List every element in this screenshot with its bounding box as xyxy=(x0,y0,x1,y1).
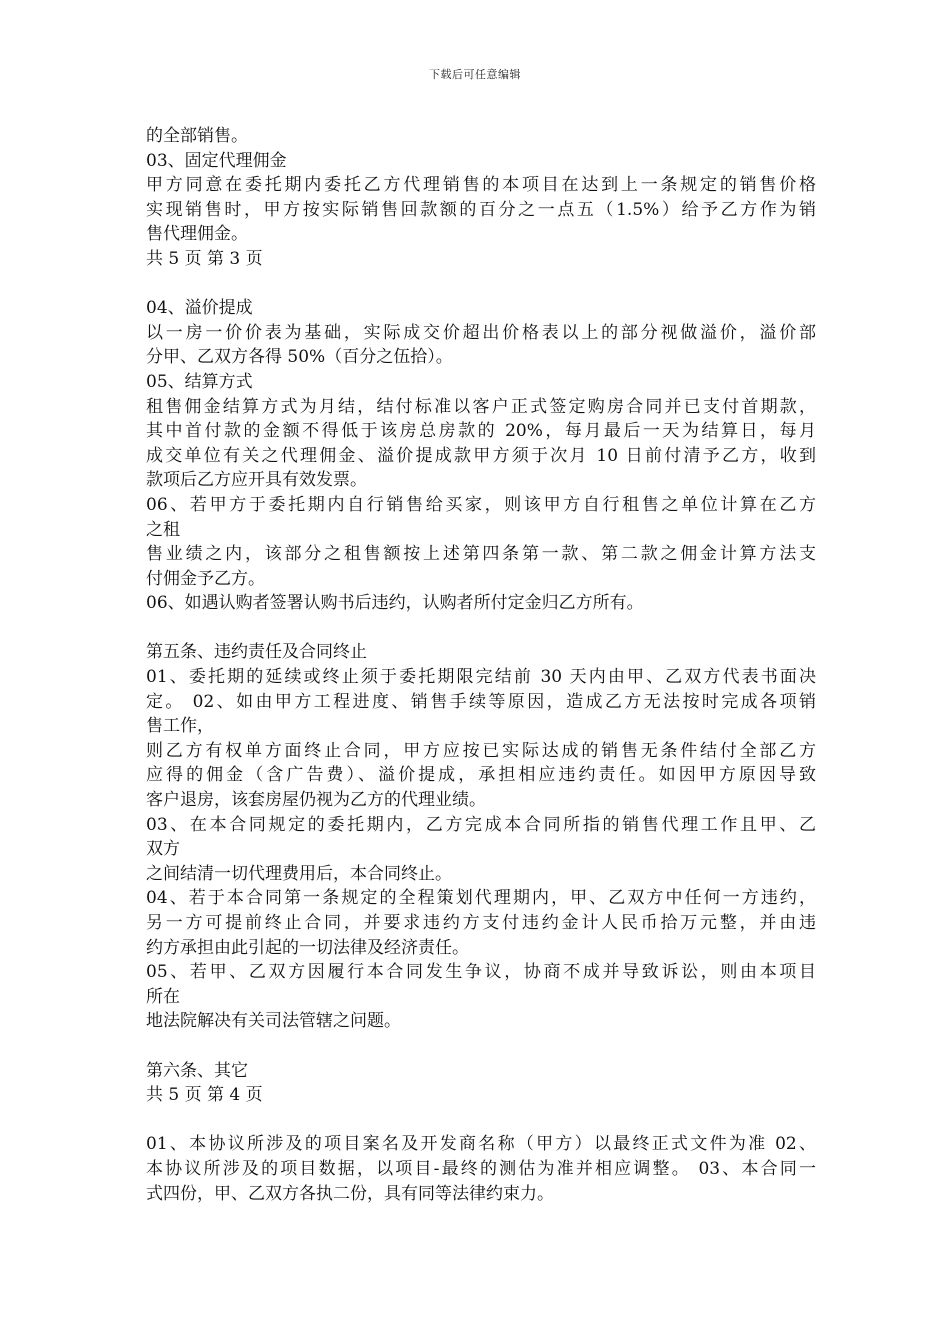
blank-line xyxy=(146,616,816,641)
text-line: 04、溢价提成 xyxy=(146,298,253,319)
text-line: 的全部销售。 xyxy=(146,126,248,146)
text-line: 分甲、乙双方各得 50%（百分之伍拾）。 xyxy=(146,347,453,368)
text-line: 应得的佣金（含广告费）、溢价提成，承担相应违约责任。如因甲方原因导致 xyxy=(146,765,816,786)
text-line: 05、结算方式 xyxy=(146,371,253,392)
text-line: 成交单位有关之代理佣金、溢价提成款甲方须于次月 10 日前付清予乙方，收到 xyxy=(146,445,816,466)
text-line: 以一房一价价表为基础，实际成交价超出价格表以上的部分视做溢价，溢价部 xyxy=(146,322,816,343)
text-line: 双方 xyxy=(146,839,180,860)
text-line: 款项后乙方应开具有效发票。 xyxy=(146,470,367,491)
text-line: 共 5 页 第 3 页 xyxy=(146,248,263,269)
text-line: 之租 xyxy=(146,519,180,540)
text-line: 约方承担由此引起的一切法律及经济责任。 xyxy=(146,937,469,958)
text-line: 共 5 页 第 4 页 xyxy=(146,1085,263,1106)
text-line: 租售佣金结算方式为月结，结付标准以客户正式签定购房合同并已支付首期款， xyxy=(146,396,816,417)
document-body xyxy=(146,124,816,1206)
text-line: 所在 xyxy=(146,986,180,1007)
page-header: 下载后可任意编辑 xyxy=(429,68,521,81)
text-line: 01、本协议所涉及的项目案名及开发商名称（甲方）以最终正式文件为准 02、 xyxy=(146,1134,816,1155)
text-line: 03、固定代理佣金 xyxy=(146,150,287,171)
text-line: 实现销售时，甲方按实际销售回款额的百分之一点五（1.5%）给予乙方作为销 xyxy=(146,199,816,220)
text-line: 本协议所涉及的项目数据，以项目-最终的测估为准并相应调整。 03、本合同一 xyxy=(146,1158,816,1179)
text-line: 04、若于本合同第一条规定的全程策划代理期内，甲、乙双方中任何一方违约， xyxy=(146,888,816,909)
text-line: 则乙方有权单方面终止合同，甲方应按已实际达成的销售无条件结付全部乙方 xyxy=(146,740,816,761)
text-line: 第五条、违约责任及合同终止 xyxy=(146,642,367,663)
text-line: 式四份，甲、乙双方各执二份，具有同等法律约束力。 xyxy=(146,1183,554,1204)
text-line: 付佣金予乙方。 xyxy=(146,568,265,589)
text-line: 甲方同意在委托期内委托乙方代理销售的本项目在达到上一条规定的销售价格 xyxy=(146,175,816,196)
text-line: 06、若甲方于委托期内自行销售给买家，则该甲方自行租售之单位计算在乙方 xyxy=(146,494,816,515)
text-line: 售业绩之内，该部分之租售额按上述第四条第一款、第二款之佣金计算方法支 xyxy=(146,544,816,565)
text-line: 定。 02、如由甲方工程进度、销售手续等原因，造成乙方无法按时完成各项销 xyxy=(146,691,816,712)
blank-line xyxy=(146,1034,816,1059)
text-line: 第六条、其它 xyxy=(146,1060,248,1081)
text-line: 其中首付款的金额不得低于该房总房款的 20%，每月最后一天为结算日，每月 xyxy=(146,421,816,442)
text-line: 另一方可提前终止合同，并要求违约方支付违约金计人民币拾万元整，并由违 xyxy=(146,913,816,933)
text-line: 05、若甲、乙双方因履行本合同发生争议，协商不成并导致诉讼，则由本项目 xyxy=(146,962,816,983)
text-line: 售工作， xyxy=(146,716,214,737)
text-line: 地法院解决有关司法管辖之问题。 xyxy=(146,1011,401,1032)
text-line: 06、如遇认购者签署认购书后违约，认购者所付定金归乙方所有。 xyxy=(146,593,644,614)
text-line: 客户退房，该套房屋仍视为乙方的代理业绩。 xyxy=(146,790,486,811)
text-line: 01、委托期的延续或终止须于委托期限完结前 30 天内由甲、乙双方代表书面决 xyxy=(146,667,816,688)
text-line: 之间结清一切代理费用后，本合同终止。 xyxy=(146,863,452,884)
text-line: 03、在本合同规定的委托期内，乙方完成本合同所指的销售代理工作且甲、乙 xyxy=(146,814,816,835)
text-line: 售代理佣金。 xyxy=(146,224,248,245)
blank-line xyxy=(146,272,816,297)
blank-line xyxy=(146,1108,816,1133)
